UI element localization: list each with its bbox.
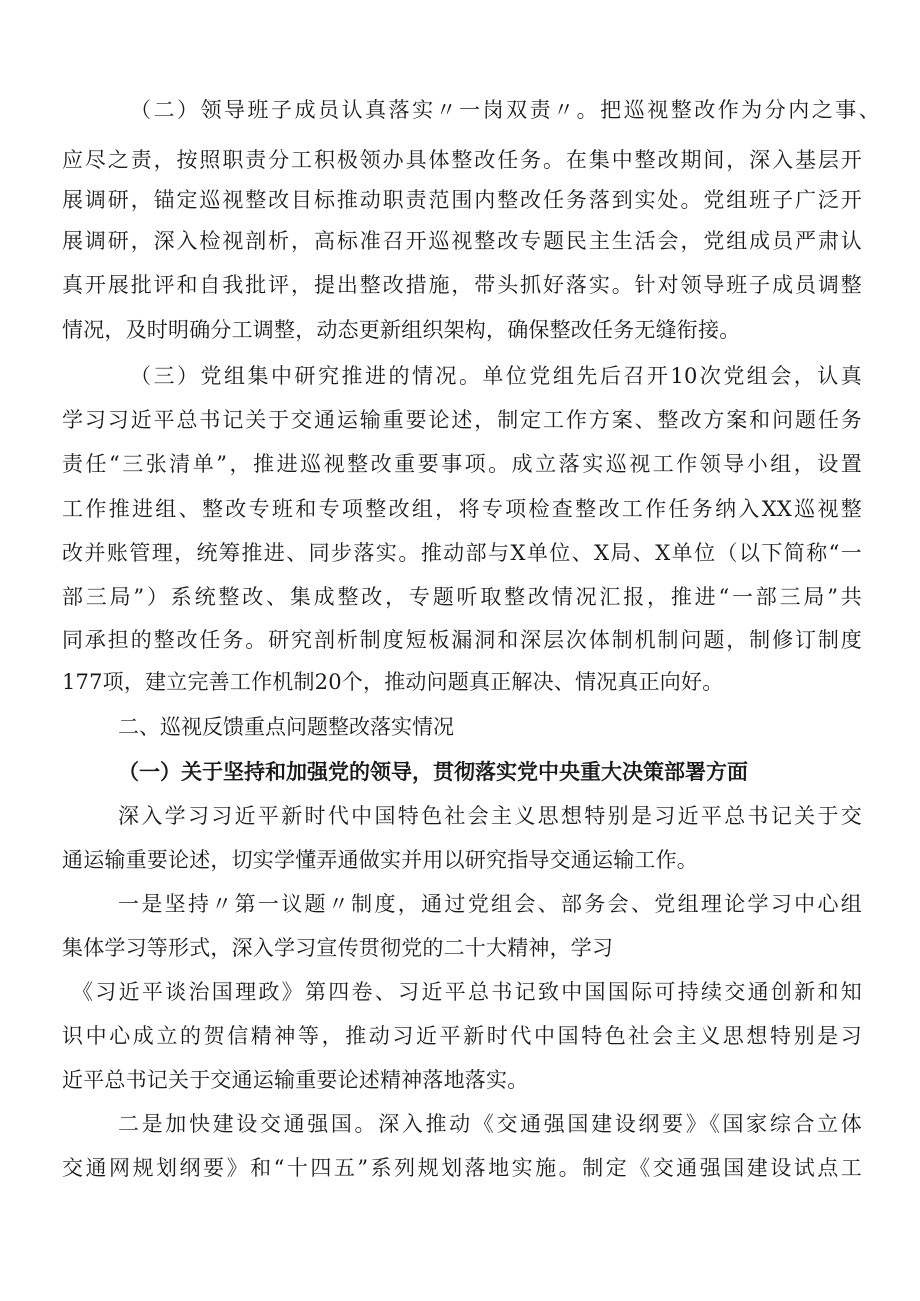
text-line: 识中心成立的贺信精神等，推动习近平新时代中国特色社会主义思想特别是习 [62,1024,862,1048]
text-line: 学习习近平总书记关于交通运输重要论述，制定工作方案、整改方案和问题任务 [62,408,862,432]
text-line: 交通网规划纲要》和“十四五”系列规划落地实施。制定《交通强国建设试点工 [62,1156,862,1180]
text-line: （二）领导班子成员认真落实〃一岗双责〃。把巡视整改作为分内之事、 [130,98,880,122]
text-line: 二是加快建设交通强国。深入推动《交通强国建设纲要》《国家综合立体 [118,1112,862,1136]
text-line: 展调研，锚定巡视整改目标推动职责范围内整改任务落到实处。党组班子广泛开 [62,188,862,212]
text-line: 应尽之责，按照职责分工积极领办具体整改任务。在集中整改期间，深入基层开 [62,148,862,172]
text-line: 同承担的整改任务。研究剖析制度短板漏洞和深层次体制机制问题，制修订制度 [62,628,862,652]
text-line: 近平总书记关于交通运输重要论述精神落地落实。 [62,1068,529,1092]
text-line: 深入学习习近平新时代中国特色社会主义思想特别是习近平总书记关于交 [118,804,862,828]
text-line: 工作推进组、整改专班和专项整改组，将专项检查整改工作任务纳入XX巡视整 [62,497,862,521]
text-line: 《习近平谈治国理政》第四卷、习近平总书记致中国国际可持续交通创新和知 [72,980,862,1004]
text-line: 情况，及时明确分工调整，动态更新组织架构，确保整改任务无缝衔接。 [62,318,741,342]
section-heading: 二、巡视反馈重点问题整改落实情况 [118,715,454,739]
text-line: 真开展批评和自我批评，提出整改措施，带头抓好落实。针对领导班子成员调整 [62,273,862,297]
text-line: 责任“三张清单”，推进巡视整改重要事项。成立落实巡视工作领导小组，设置 [62,452,862,476]
text-line: 一是坚持〃第一议题〃制度，通过党组会、部务会、党组理论学习中心组 [118,892,862,916]
text-line: （三）党组集中研究推进的情况。单位党组先后召开10次党组会，认真 [130,364,862,388]
text-line: 展调研，深入检视剖析，高标准召开巡视整改专题民主生活会，党组成员严肃认 [62,229,862,253]
subsection-heading: （一）关于坚持和加强党的领导，贯彻落实党中央重大决策部署方面 [118,760,748,784]
text-line: 改并账管理，统筹推进、同步落实。推动部与X单位、X局、X单位（以下简称“一 [62,541,862,565]
text-line: 集体学习等形式，深入学习宣传贯彻党的二十大精神，学习 [62,936,614,960]
text-line: 部三局”）系统整改、集成整改，专题听取整改情况汇报，推进“一部三局”共 [62,585,862,609]
text-line: 通运输重要论述，切实学懂弄通做实并用以研究指导交通运输工作。 [62,848,698,872]
text-line: 177项，建立完善工作机制20个，推动问题真正解决、情况真正向好。 [62,670,724,694]
